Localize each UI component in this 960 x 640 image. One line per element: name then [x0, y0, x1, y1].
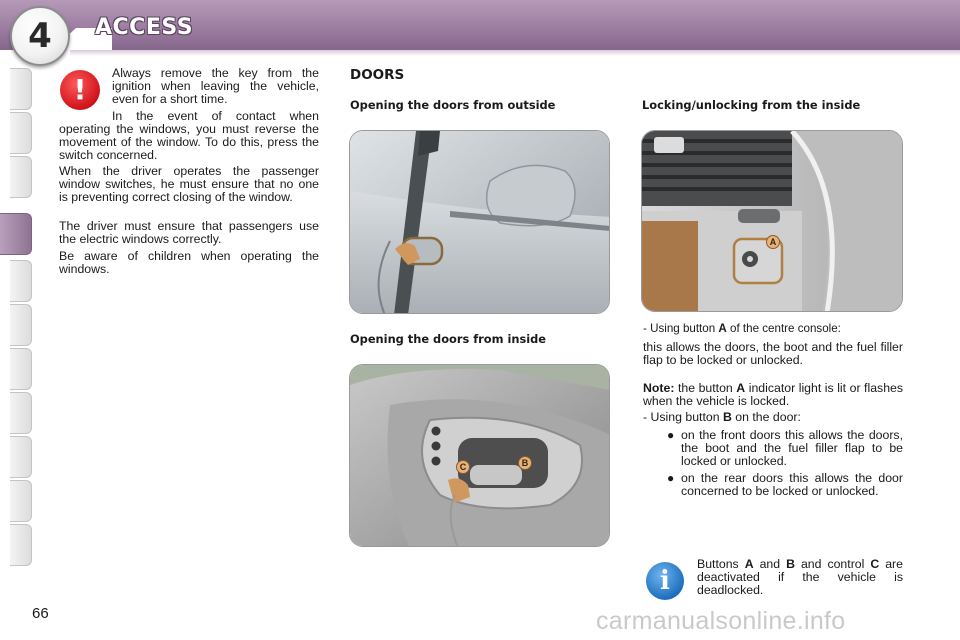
watermark: carmanualsonline.info [596, 607, 846, 635]
lock-bullet-1 [667, 428, 903, 468]
side-tab-1[interactable] [10, 68, 32, 110]
lock-bullet-1-text: on the front doors this allows the doors, the boot and the fuel filler flap to be locked or unlocked. [681, 428, 903, 468]
warning-paragraph-2: In the event of contact when operating the windows, you must reverse the movement of the window. To do this, press the switch concerned. [59, 109, 319, 162]
exclamation-icon: ! [60, 70, 100, 110]
side-tab-6[interactable] [10, 304, 32, 346]
lock-item-1-prefix: - Using button [643, 322, 716, 335]
lock-item-1-key: A [718, 322, 727, 335]
photo-label-b [518, 456, 532, 470]
lock-note-pre: the button [677, 381, 733, 395]
info-key-a: A [744, 557, 754, 571]
info-mid-1: and [759, 557, 781, 571]
lock-note-text: indicator light is lit or flashes when the vehicle is locked. [643, 381, 904, 408]
photo-label-c-text: C [459, 462, 467, 472]
side-tab-11[interactable] [10, 524, 32, 566]
side-tab-10[interactable] [10, 480, 32, 522]
chapter-title: ACCESS [95, 15, 194, 40]
lock-item-1-suffix: of the centre console: [730, 322, 841, 335]
warning-paragraph-5: Be aware of children when operating the windows. [59, 249, 319, 276]
warning-paragraph-4: The driver must ensure that passengers use the electric windows correctly. [59, 219, 319, 246]
info-icon: i [646, 562, 684, 600]
photo-centre-console-lock [641, 130, 903, 312]
side-tab-7[interactable] [10, 348, 32, 390]
lock-item-2-suffix: on the door: [735, 410, 801, 424]
side-tab-2[interactable] [10, 112, 32, 154]
photo-inside-door-handle [349, 364, 610, 547]
lock-item-1-description: this allows the doors, the boot and the fuel filler flap to be locked or unlocked. [643, 340, 903, 367]
header-underline [70, 50, 960, 56]
lock-bullet-2 [667, 471, 903, 498]
info-text [697, 558, 903, 597]
chapter-side-tabs [0, 68, 34, 578]
side-tab-4-active[interactable] [0, 213, 32, 255]
section-title-doors: DOORS [350, 67, 405, 83]
chapter-number: 4 [28, 16, 52, 56]
info-mid-2: and control [800, 557, 865, 571]
lock-item-2-line [643, 411, 903, 424]
side-tab-8[interactable] [10, 392, 32, 434]
info-rest: are deactivated if the vehicle is deadlocked. [697, 557, 903, 597]
lock-note [643, 382, 903, 408]
photo-label-a-text: A [769, 237, 777, 247]
page-number: 66 [32, 605, 49, 622]
lock-note-label: Note: [643, 381, 675, 395]
side-tab-3[interactable] [10, 156, 32, 198]
bullet-dot-icon: ● [667, 471, 675, 485]
info-key-c: C [870, 557, 880, 571]
photo-label-b-text: B [521, 458, 529, 468]
lock-item-1-line [643, 322, 903, 335]
photo-label-c [456, 460, 470, 474]
bullet-dot-icon: ● [667, 428, 675, 442]
lock-bullet-2-text: on the rear doors this allows the door concerned to be locked or unlocked. [681, 471, 903, 498]
subtitle-opening-outside: Opening the doors from outside [350, 98, 556, 112]
side-tab-5[interactable] [10, 260, 32, 302]
side-tab-9[interactable] [10, 436, 32, 478]
subtitle-locking-inside: Locking/unlocking from the inside [642, 98, 861, 112]
lock-item-2-prefix: - Using button [643, 410, 720, 424]
info-key-b: B [786, 557, 795, 571]
photo-label-a [766, 235, 780, 249]
info-pre: Buttons [697, 557, 739, 571]
warning-paragraph-3: When the driver operates the passenger window switches, he must ensure that no one is preventing correct closing of the window. [59, 164, 319, 204]
lock-note-key: A [736, 381, 746, 395]
chapter-number-badge [10, 6, 70, 66]
lock-item-2-key: B [722, 410, 732, 424]
photo-outside-door-handle [349, 130, 610, 314]
subtitle-opening-inside: Opening the doors from inside [350, 332, 547, 346]
warning-paragraph-1: Always remove the key from the ignition when leaving the vehicle, even for a short time. [112, 66, 319, 106]
